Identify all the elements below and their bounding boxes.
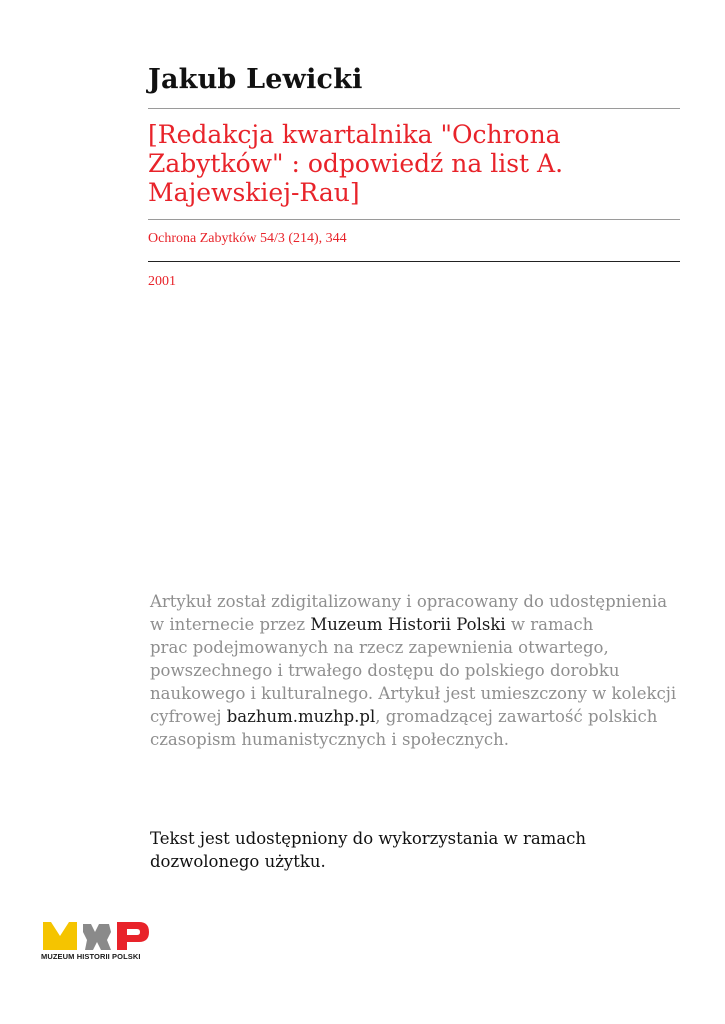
publication-year: 2001 <box>148 274 176 289</box>
museum-link[interactable]: Muzeum Historii Polski <box>310 615 506 634</box>
notice-line: Artykuł został zdigitalizowany i opracowany do udostępnienia <box>150 592 668 611</box>
license-notice <box>150 827 670 873</box>
notice-text: cyfrowej <box>150 707 227 726</box>
notice-line: czasopism humanistycznych i społecznych. <box>150 730 510 749</box>
digitization-notice <box>150 590 677 751</box>
logo-gray-mark <box>83 924 111 950</box>
title-line: Majewskiej-Rau] <box>148 178 360 207</box>
article-title <box>148 120 688 207</box>
divider-top <box>148 108 680 109</box>
title-line: Zabytków" : odpowiedź na list A. <box>148 149 564 178</box>
notice-line <box>150 705 670 728</box>
title-line: [Redakcja kwartalnika "Ochrona <box>148 120 561 149</box>
notice-text: w ramach <box>505 615 594 634</box>
notice-text: w internecie przez <box>150 615 311 634</box>
license-line: dozwolonego użytku. <box>150 852 326 871</box>
divider-bottom <box>148 261 680 262</box>
logo-caption: MUZEUM HISTORII POLSKI <box>41 952 141 961</box>
notice-text: , gromadzącej zawartość polskich <box>375 707 658 726</box>
logo-yellow-mark <box>43 922 77 950</box>
notice-line: powszechnego i trwałego dostępu do polskiego dorobku <box>150 661 620 680</box>
notice-line: prac podejmowanych na rzecz zapewnienia otwartego, <box>150 638 609 657</box>
bazhum-link[interactable]: bazhum.muzhp.pl <box>226 707 376 726</box>
notice-line <box>150 613 670 636</box>
source-citation: Ochrona Zabytków 54/3 (214), 344 <box>148 231 347 246</box>
notice-line: naukowego i kulturalnego. Artykuł jest umieszczony w kolekcji <box>150 684 677 703</box>
divider-middle <box>148 219 680 220</box>
logo-red-mark <box>117 922 149 950</box>
license-line: Tekst jest udostępniony do wykorzystania w ramach <box>150 829 587 848</box>
author-name: Jakub Lewicki <box>148 64 363 95</box>
